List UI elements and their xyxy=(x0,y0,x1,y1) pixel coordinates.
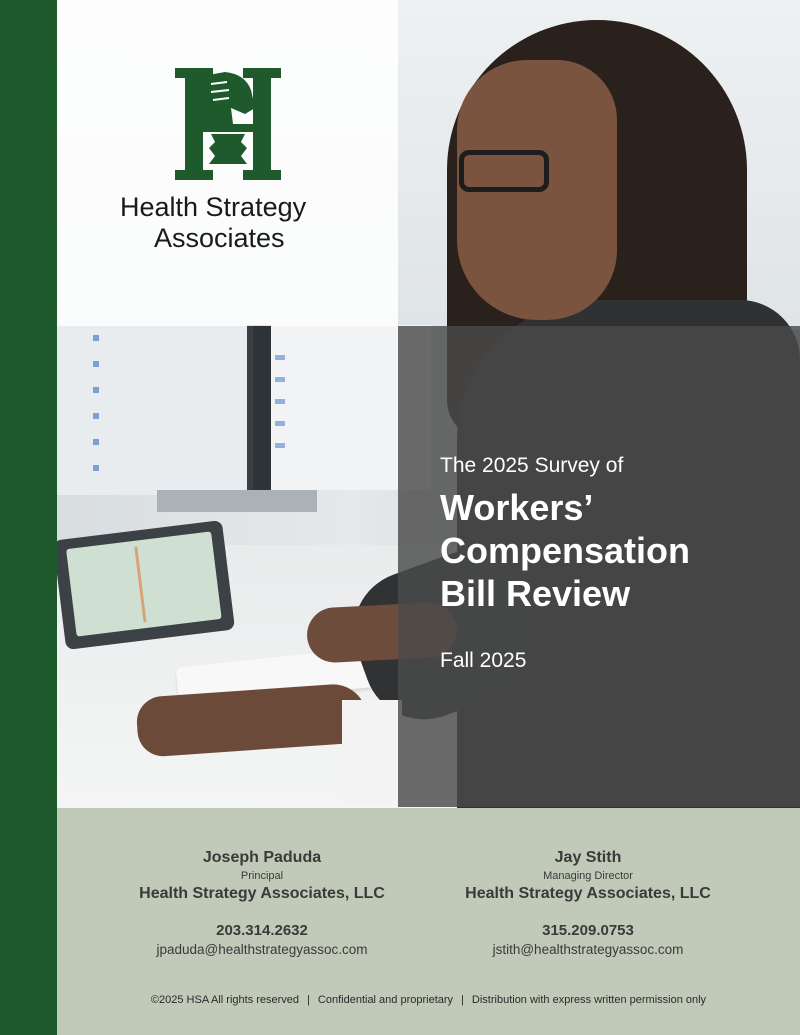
company-name-line1: Health Strategy xyxy=(120,192,307,222)
report-title-line2: Compensation xyxy=(440,530,691,571)
contact-role: Managing Director xyxy=(543,870,633,882)
contact-card xyxy=(102,848,422,959)
contact-name: Joseph Paduda xyxy=(202,849,322,866)
contact-email[interactable]: jpaduda@healthstrategyassoc.com xyxy=(156,942,368,957)
contact-phone: 315.209.0753 xyxy=(542,922,634,939)
company-name xyxy=(57,192,398,254)
contact-company: Health Strategy Associates, LLC xyxy=(465,885,711,902)
separator: | xyxy=(461,994,464,1006)
confidential-text: Confidential and proprietary xyxy=(317,994,454,1006)
report-title xyxy=(440,486,690,615)
contact-company: Health Strategy Associates, LLC xyxy=(139,885,385,902)
logo-panel xyxy=(57,0,398,326)
tablet xyxy=(57,520,235,650)
glasses xyxy=(459,150,549,192)
contact-role: Principal xyxy=(240,870,284,882)
monitor xyxy=(57,325,253,495)
left-accent-bar xyxy=(0,0,57,1035)
copyright-text: ©2025 HSA All rights reserved xyxy=(150,994,300,1006)
contact-card xyxy=(428,848,748,959)
contact-phone: 203.314.2632 xyxy=(216,922,308,939)
title-panel xyxy=(398,326,800,807)
report-title-line3: Bill Review xyxy=(440,573,631,614)
contact-section xyxy=(57,808,800,1035)
company-name-line2: Associates xyxy=(154,223,285,253)
contact-name: Jay Stith xyxy=(554,849,622,866)
separator: | xyxy=(307,994,310,1006)
report-subtitle: The 2025 Survey of xyxy=(440,454,624,477)
footer-notice xyxy=(57,994,800,1006)
distribution-text: Distribution with express written permission only xyxy=(471,994,707,1006)
contact-email[interactable]: jstith@healthstrategyassoc.com xyxy=(492,942,684,957)
report-date: Fall 2025 xyxy=(440,649,527,672)
hsa-logo-icon xyxy=(175,68,281,180)
report-title-line1: Workers’ xyxy=(440,487,594,528)
